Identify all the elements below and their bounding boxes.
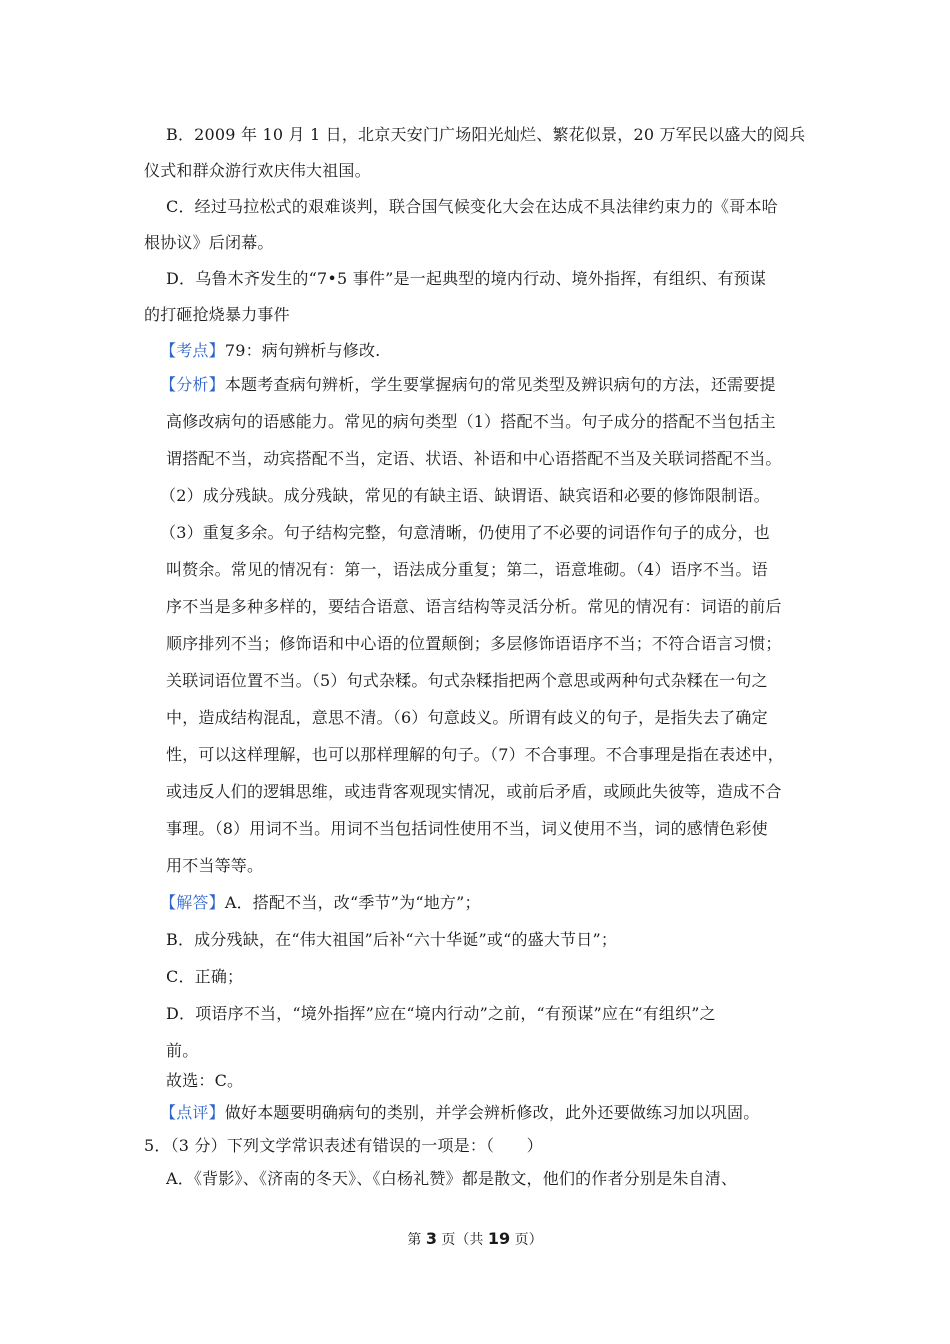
fenxi-line: 用不当等等。: [166, 856, 264, 875]
fenxi-line: 谓搭配不当，动宾搭配不当，定语、状语、补语和中心语搭配不当及关联词搭配不当。: [166, 449, 782, 468]
question-5-option-a: A．《背影》、《济南的冬天》、《白杨礼赞》都是散文，他们的作者分别是朱自清、: [166, 1169, 738, 1188]
fenxi-line: 关联词语位置不当。（5）句式杂糅。句式杂糅指把两个意思或两种句式杂糅在一句之: [166, 671, 768, 690]
dianping-line: [160, 1102, 759, 1124]
option-b-line-2: 仪式和群众游行欢庆伟大祖国。: [144, 161, 371, 180]
page-footer: [0, 1229, 950, 1250]
option-d-line-1: D．乌鲁木齐发生的“7•5 事件”是一起典型的境内行动、境外指挥，有组织、有预谋: [166, 269, 767, 288]
kaodian-tag: 【考点】: [160, 341, 225, 360]
fenxi-line: 或违反人们的逻辑思维，或违背客观现实情况，或前后矛盾，或顾此失彼等，造成不合: [166, 782, 782, 801]
option-c-line-1: C．经过马拉松式的艰难谈判，联合国气候变化大会在达成不具法律约束力的《哥本哈: [166, 197, 778, 216]
jieda-line: C．正确；: [166, 967, 244, 986]
jieda-tag: 【解答】: [160, 893, 225, 912]
fenxi-line: 中，造成结构混乱，意思不清。（6）句意歧义。所谓有歧义的句子，是指失去了确定: [166, 708, 768, 727]
jieda-line: 故选：C。: [166, 1071, 244, 1090]
jieda-text: A．搭配不当，改“季节”为“地方”；: [224, 893, 481, 912]
kaodian-text: 79：病句辨析与修改.: [224, 341, 381, 360]
jieda-line: 前。: [166, 1041, 199, 1060]
fenxi-line: 序不当是多种多样的，要结合语意、语言结构等灵活分析。常见的情况有：词语的前后: [166, 597, 782, 616]
fenxi-text: 本题考查病句辨析，学生要掌握病句的常见类型及辨识病句的方法，还需要提: [224, 375, 776, 394]
option-d-line-2: 的打砸抢烧暴力事件: [144, 305, 290, 324]
fenxi-tag: 【分析】: [160, 375, 225, 394]
fenxi-line: （2）成分残缺。成分残缺，常见的有缺主语、缺谓语、缺宾语和必要的修饰限制语。: [160, 486, 770, 505]
fenxi-line-1: [160, 374, 776, 396]
jieda-line-1: [160, 892, 481, 914]
fenxi-line: 顺序排列不当；修饰语和中心语的位置颠倒；多层修饰语语序不当；不符合语言习惯；: [166, 634, 782, 653]
footer-prefix: 第: [407, 1232, 426, 1248]
fenxi-line: 性，可以这样理解，也可以那样理解的句子。（7）不合事理。不合事理是指在表述中，: [166, 745, 784, 764]
option-b-line-1: B．2009 年 10 月 1 日，北京天安门广场阳光灿烂、繁花似景，20 万军民以盛大的阅兵: [166, 125, 806, 144]
fenxi-line: 叫赘余。常见的情况有：第一，语法成分重复；第二，语意堆砌。（4）语序不当。语: [166, 560, 768, 579]
dianping-tag: 【点评】: [160, 1103, 225, 1122]
fenxi-line: （3）重复多余。句子结构完整，句意清晰，仍使用了不必要的词语作句子的成分，也: [160, 523, 770, 542]
jieda-line: D．项语序不当，“境外指挥”应在“境内行动”之前，“有预谋”应在“有组织”之: [166, 1004, 716, 1023]
footer-total-pages: 19: [487, 1229, 511, 1248]
jieda-line: B．成分残缺，在“伟大祖国”后补“六十华诞”或“的盛大节日”；: [166, 930, 618, 949]
footer-middle: 页（共: [436, 1232, 488, 1248]
kaodian-line: [160, 340, 380, 362]
footer-page-number: 3: [425, 1229, 437, 1248]
fenxi-line: 事理。（8）用词不当。用词不当包括词性使用不当，词义使用不当，词的感情色彩使: [166, 819, 768, 838]
fenxi-line: 高修改病句的语感能力。常见的病句类型（1）搭配不当。句子成分的搭配不当包括主: [166, 412, 776, 431]
option-c-line-2: 根协议》后闭幕。: [144, 233, 274, 252]
footer-suffix: 页）: [510, 1232, 543, 1248]
question-5-stem: 5．（3 分）下列文学常识表述有错误的一项是：（ ）: [144, 1136, 543, 1155]
dianping-text: 做好本题要明确病句的类别，并学会辨析修改，此外还要做练习加以巩固。: [224, 1103, 760, 1122]
